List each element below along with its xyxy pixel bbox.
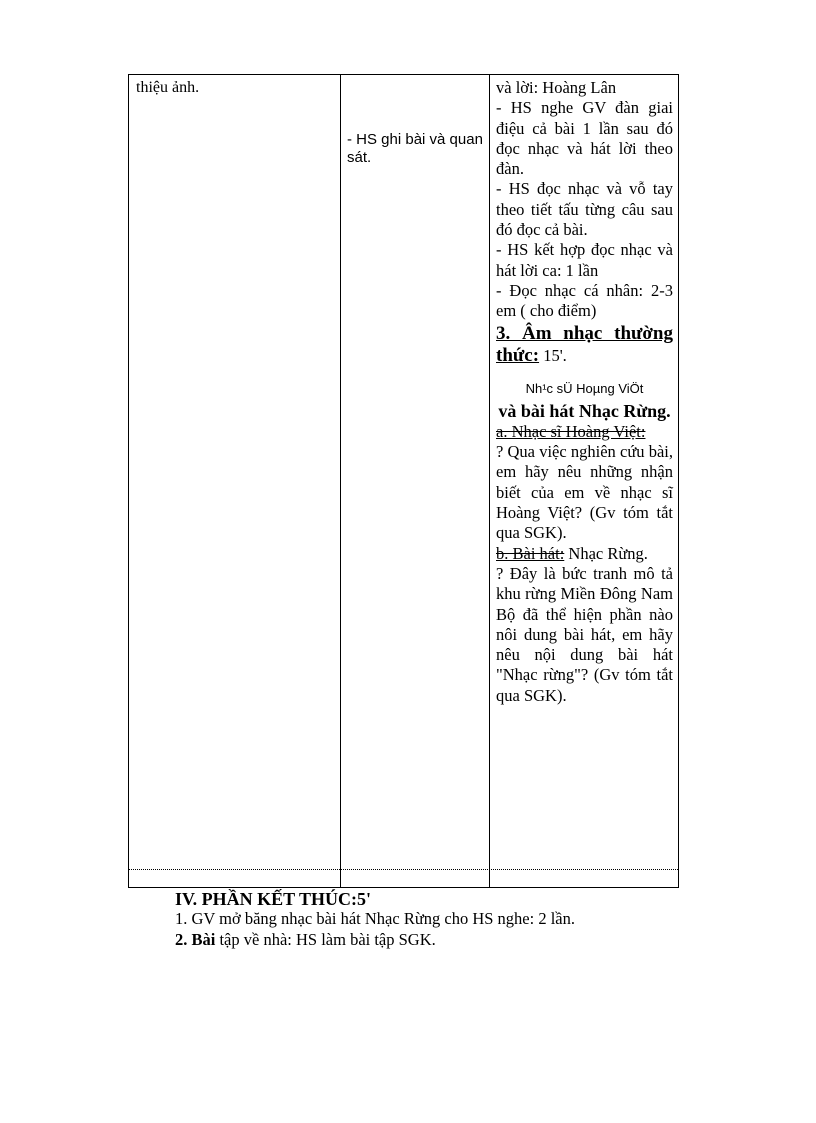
subsection-b-question: ? Đây là bức tranh mô tả khu rừng Miền Đông Nam Bộ đã thể hiện phần nào nôi dung bài hát, em hãy nêu nội dung bài hát "Nhạc rừng"? (Gv tóm tắt qua SGK). [496, 563, 673, 705]
col3-paragraph: - HS nghe GV đàn giai điệu cả bài 1 lần sau đó đọc nhạc và hát lời theo đàn. [496, 98, 673, 179]
col3-paragraph: - Đọc nhạc cá nhân: 2-3 em ( cho điểm) [496, 280, 673, 321]
subsection-b-label: b. Bài hát: [496, 543, 565, 563]
garbled-text-line: Nh¹c sÜ Hoµng ViÖt [525, 380, 644, 396]
table-column-divider [489, 75, 490, 887]
subsection-a-label: a. Nhạc sĩ Hoàng Việt: [496, 421, 646, 441]
column-3-content [496, 78, 673, 706]
col3-paragraph: - HS kết hợp đọc nhạc và hát lời ca: 1 lần [496, 240, 673, 280]
column-1-text: thiệu ảnh. [136, 79, 200, 96]
closing-section-title: IV. PHẦN KẾT THÚC:5' [175, 889, 372, 909]
table-column-divider [340, 75, 341, 887]
closing-item-1: 1. GV mở băng nhạc bài hát Nhạc Rừng cho HS nghe: 2 lần. [175, 909, 575, 928]
section-3-label: 3. Âm nhạc thường thức: [496, 322, 673, 366]
column-2-text: - HS ghi bài và quan sát. [347, 131, 483, 166]
lesson-table [128, 74, 679, 888]
col3-paragraph: và lời: Hoàng Lân [496, 78, 617, 97]
table-row-divider [129, 869, 678, 870]
closing-item-2-rest: tập về nhà: HS làm bài tập SGK. [215, 930, 436, 949]
closing-item-2-bold: 2. Bài [175, 930, 216, 949]
section-3-heading [496, 323, 673, 367]
subsection-b-rest: Nhạc Rừng. [564, 543, 648, 563]
subsection-b-heading [496, 544, 673, 564]
subsection-a-question: ? Qua việc nghiên cứu bài, em hãy nêu những nhận biết của em về nhạc sĩ Hoàng Việt? (Gv tóm tắt qua SGK). [496, 442, 673, 543]
section-3-time: 15'. [539, 345, 567, 365]
bold-subtitle: và bài hát Nhạc Rừng. [498, 400, 671, 421]
col3-paragraph: - HS đọc nhạc và vỗ tay theo tiết tấu từng câu sau đó đọc cả bài. [496, 179, 673, 240]
closing-item-2 [175, 930, 436, 950]
